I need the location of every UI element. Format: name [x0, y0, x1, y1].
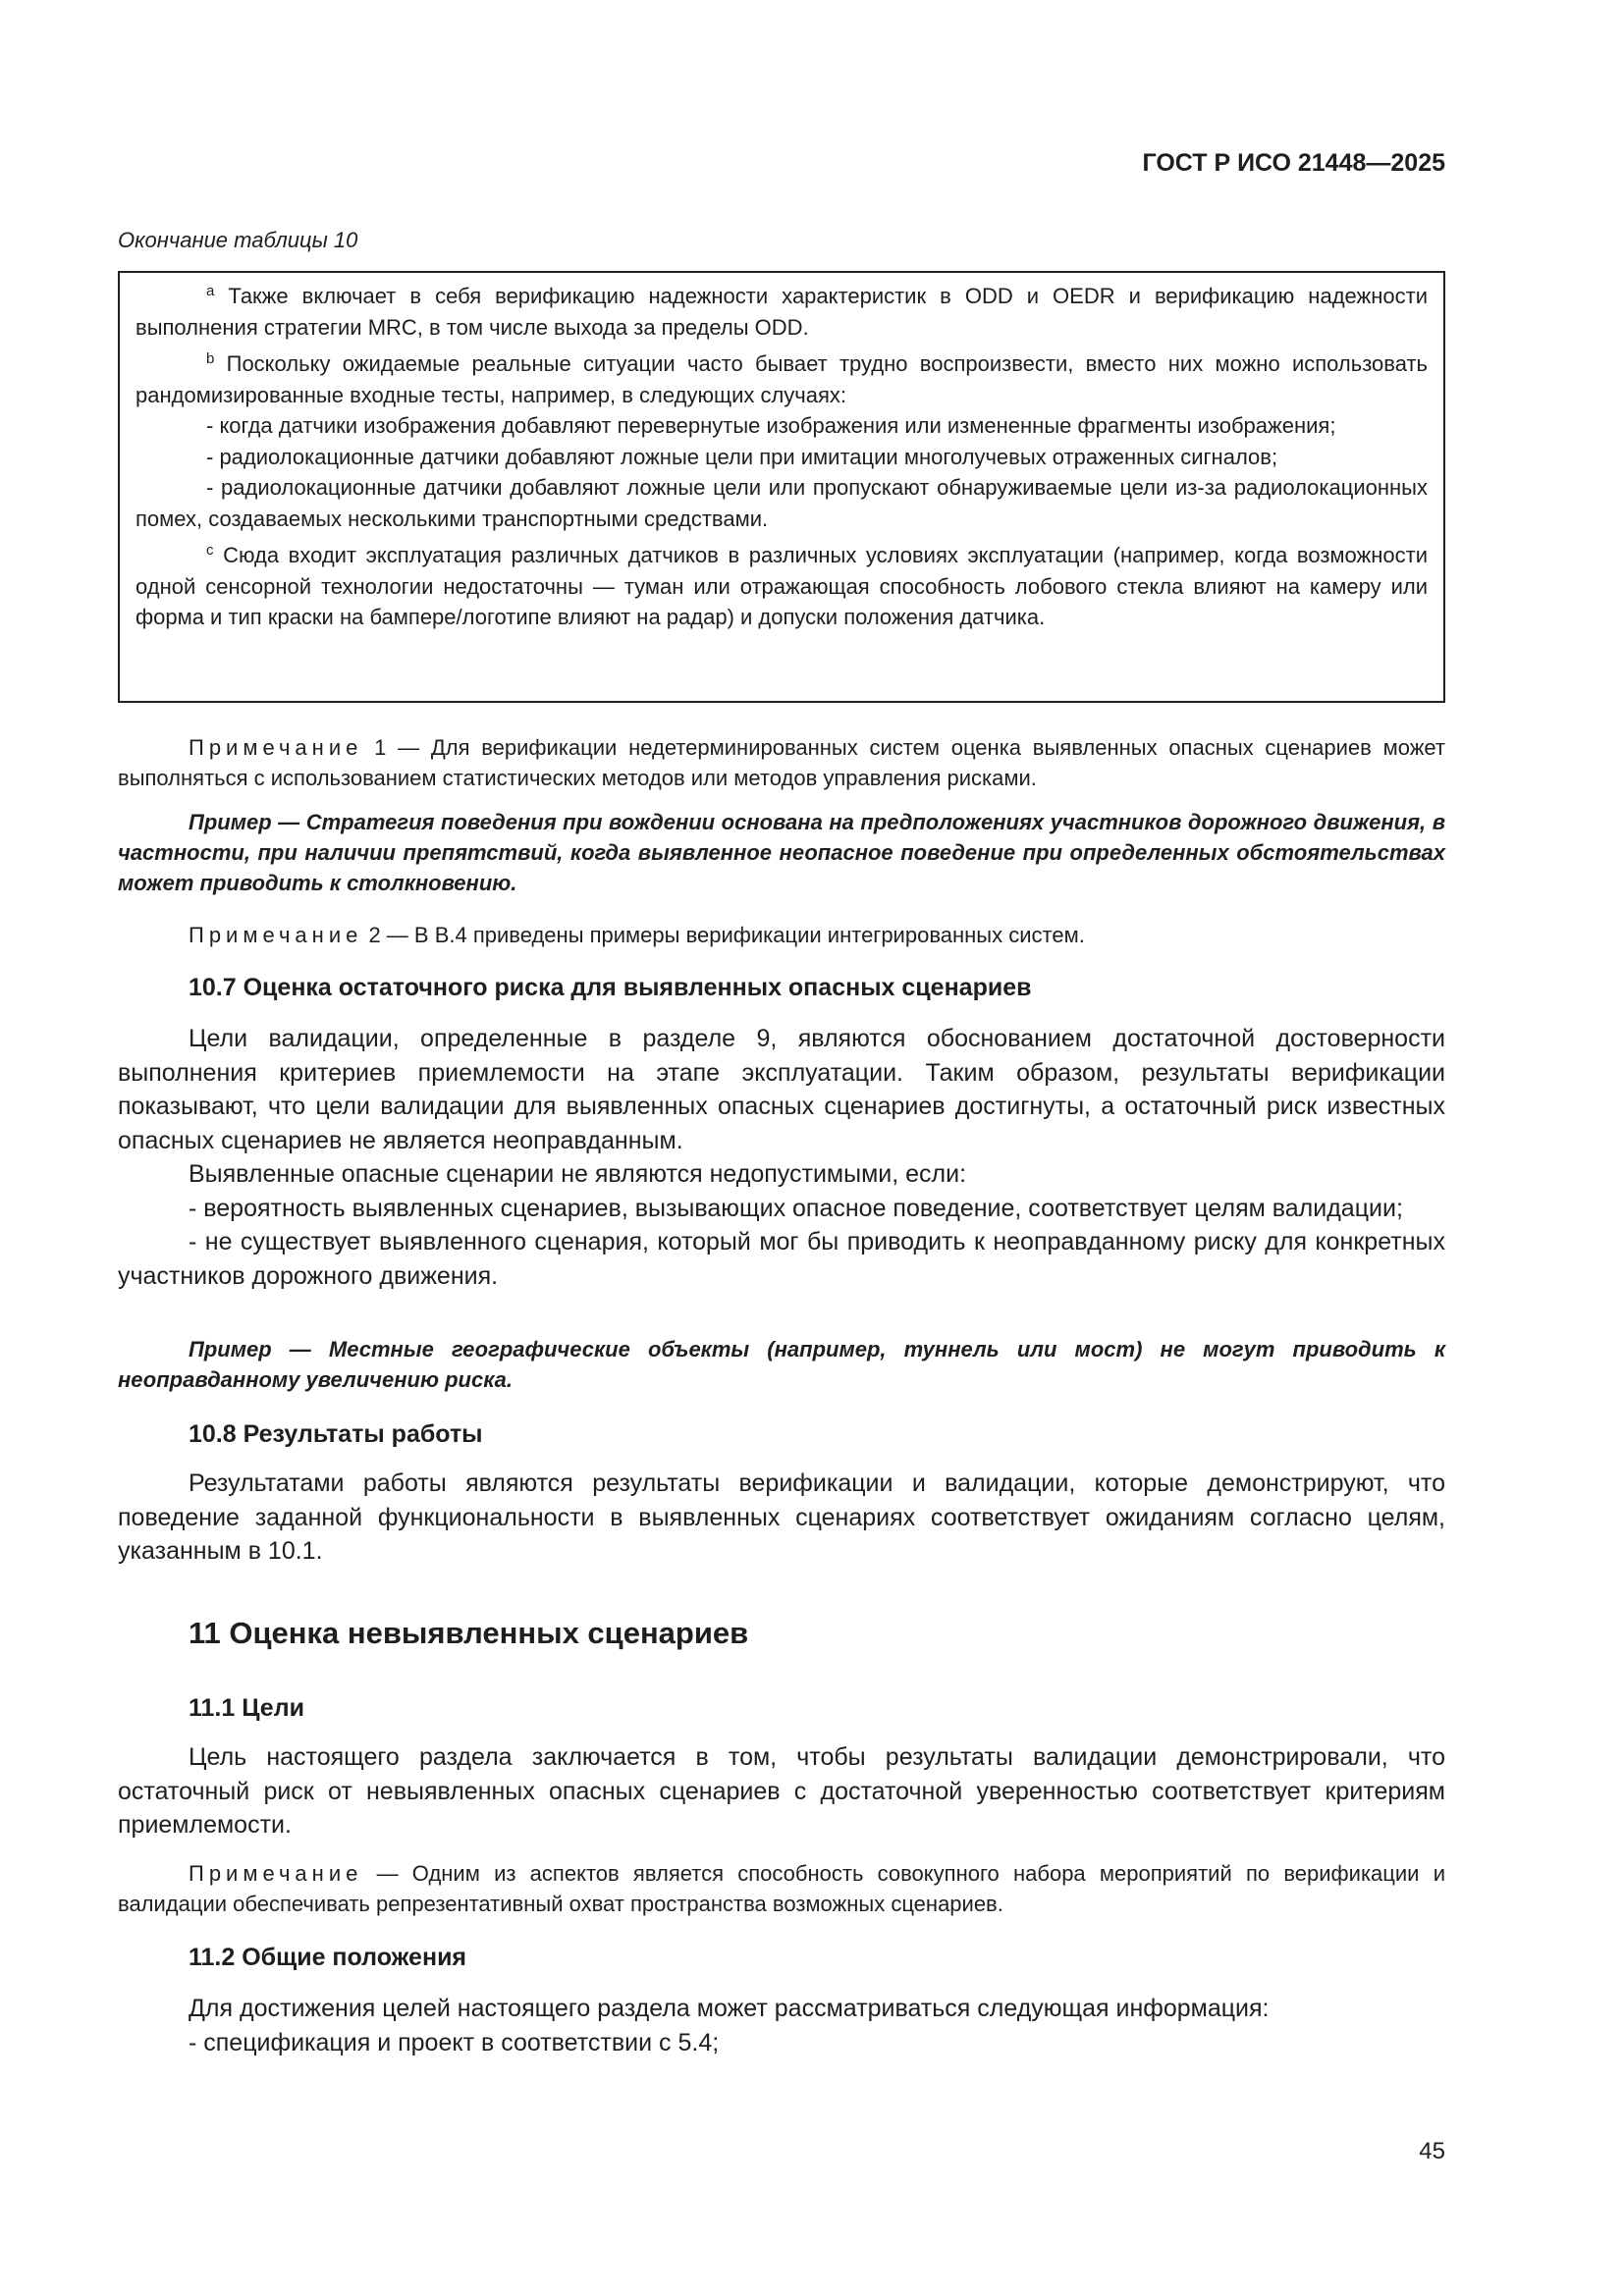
footnote-text: Сюда входит эксплуатация различных датчиков в различных условиях эксплуатации (например, когда возможности одной сенсорной технологии недостаточны — туман или отражающая способность лобового стекла влияют на камеру или форма и тип краски на бампере/логотипе влияют на радар) и допуски положения датчика. [135, 543, 1428, 629]
note-2 [118, 920, 1445, 950]
section-11-1-body [118, 1740, 1445, 1842]
note-text: 2 — В В.4 приведены примеры верификации интегрированных систем. [362, 923, 1085, 947]
note-text: — Одним из аспектов является способность совокупного набора мероприятий по верификации и валидации обеспечивать репрезентативный охват пространства возможных сценариев. [118, 1861, 1445, 1916]
example-text: Пример — Местные географические объекты (например, туннель или мост) не могут приводить к неоправданному увеличению риска. [118, 1337, 1445, 1392]
paragraph: Выявленные опасные сценарии не являются недопустимыми, если: [189, 1160, 967, 1188]
list-item: - спецификация и проект в соответствии с 5.4; [189, 2028, 720, 2056]
footnote-mark: c [206, 542, 214, 559]
note-label: Примечание [189, 1861, 363, 1886]
section-10-7-body [118, 1022, 1445, 1293]
section-10-8-heading: 10.8 Результаты работы [189, 1420, 483, 1448]
note-1 [118, 732, 1445, 793]
note-3 [118, 1858, 1445, 1919]
paragraph: Результатами работы являются результаты верификации и валидации, которые демонстрируют, что поведение заданной функциональности в выявленных сценариях соответствует ожиданиям согласно целям, указанным в 10.1. [118, 1469, 1445, 1565]
footnote-b-item: - радиолокационные датчики добавляют ложные цели при имитации многолучевых отраженных сигналов; [206, 444, 1278, 469]
footnote-mark: b [206, 350, 215, 367]
document-header: ГОСТ Р ИСО 21448—2025 [1142, 149, 1445, 177]
example-1 [118, 807, 1445, 898]
paragraph: Цели валидации, определенные в разделе 9, являются обоснованием достаточной достоверности выполнения критериев приемлемости на этапе эксплуатации. Таким образом, результаты верификации показывают, что цели валидации для выявленных опасных сценариев достигнуты, а остаточный риск известных опасных сценариев не является неоправданным. [118, 1025, 1445, 1154]
footnote-b-item: - когда датчики изображения добавляют перевернутые изображения или измененные фрагменты изображения; [206, 413, 1336, 438]
footnote-b [135, 348, 1428, 410]
footnote-b-item: - радиолокационные датчики добавляют ложные цели или пропускают обнаруживаемые цели из-за радиолокационных помех, создаваемых несколькими транспортными средствами. [135, 475, 1428, 531]
table-footnotes-box [118, 271, 1445, 703]
example-text: Пример — Стратегия поведения при вождении основана на предположениях участников дорожного движения, в частности, при наличии препятствий, когда выявленное неопасное поведение при определенных обстоятельствах может приводить к столкновению. [118, 810, 1445, 895]
footnote-mark: a [206, 283, 215, 299]
section-11-heading: 11 Оценка невыявленных сценариев [189, 1616, 749, 1650]
page-number: 45 [1419, 2138, 1445, 2164]
section-10-8-body [118, 1467, 1445, 1569]
section-11-2-body [118, 1992, 1445, 2059]
section-10-7-heading: 10.7 Оценка остаточного риска для выявленных опасных сценариев [189, 974, 1032, 1001]
example-2 [118, 1334, 1445, 1395]
table-caption: Окончание таблицы 10 [118, 228, 358, 252]
section-11-1-heading: 11.1 Цели [189, 1694, 304, 1722]
note-text: 1 — Для верификации недетерминированных систем оценка выявленных опасных сценариев может выполняться с использованием статистических методов или методов управления рисками. [118, 735, 1445, 790]
paragraph: Цель настоящего раздела заключается в том, чтобы результаты валидации демонстрировали, что остаточный риск от невыявленных опасных сценариев с достаточной уверенностью соответствует критериям приемлемости. [118, 1743, 1445, 1839]
paragraph: Для достижения целей настоящего раздела может рассматриваться следующая информация: [189, 1995, 1270, 2022]
footnote-a [135, 281, 1428, 343]
footnote-c [135, 540, 1428, 633]
note-label: Примечание [189, 923, 363, 947]
footnote-text: Также включает в себя верификацию надежности характеристик в ODD и OEDR и верификацию надежности выполнения стратегии MRC, в том числе выхода за пределы ODD. [135, 284, 1428, 340]
list-item: - вероятность выявленных сценариев, вызывающих опасное поведение, соответствует целям валидации; [189, 1194, 1403, 1222]
section-11-2-heading: 11.2 Общие положения [189, 1944, 467, 1971]
footnote-text: Поскольку ожидаемые реальные ситуации часто бывает трудно воспроизвести, вместо них можно использовать рандомизированные входные тесты, например, в следующих случаях: [135, 351, 1429, 407]
list-item: - не существует выявленного сценария, который мог бы приводить к неоправданному риску для конкретных участников дорожного движения. [118, 1228, 1445, 1290]
note-label: Примечание [189, 735, 363, 760]
